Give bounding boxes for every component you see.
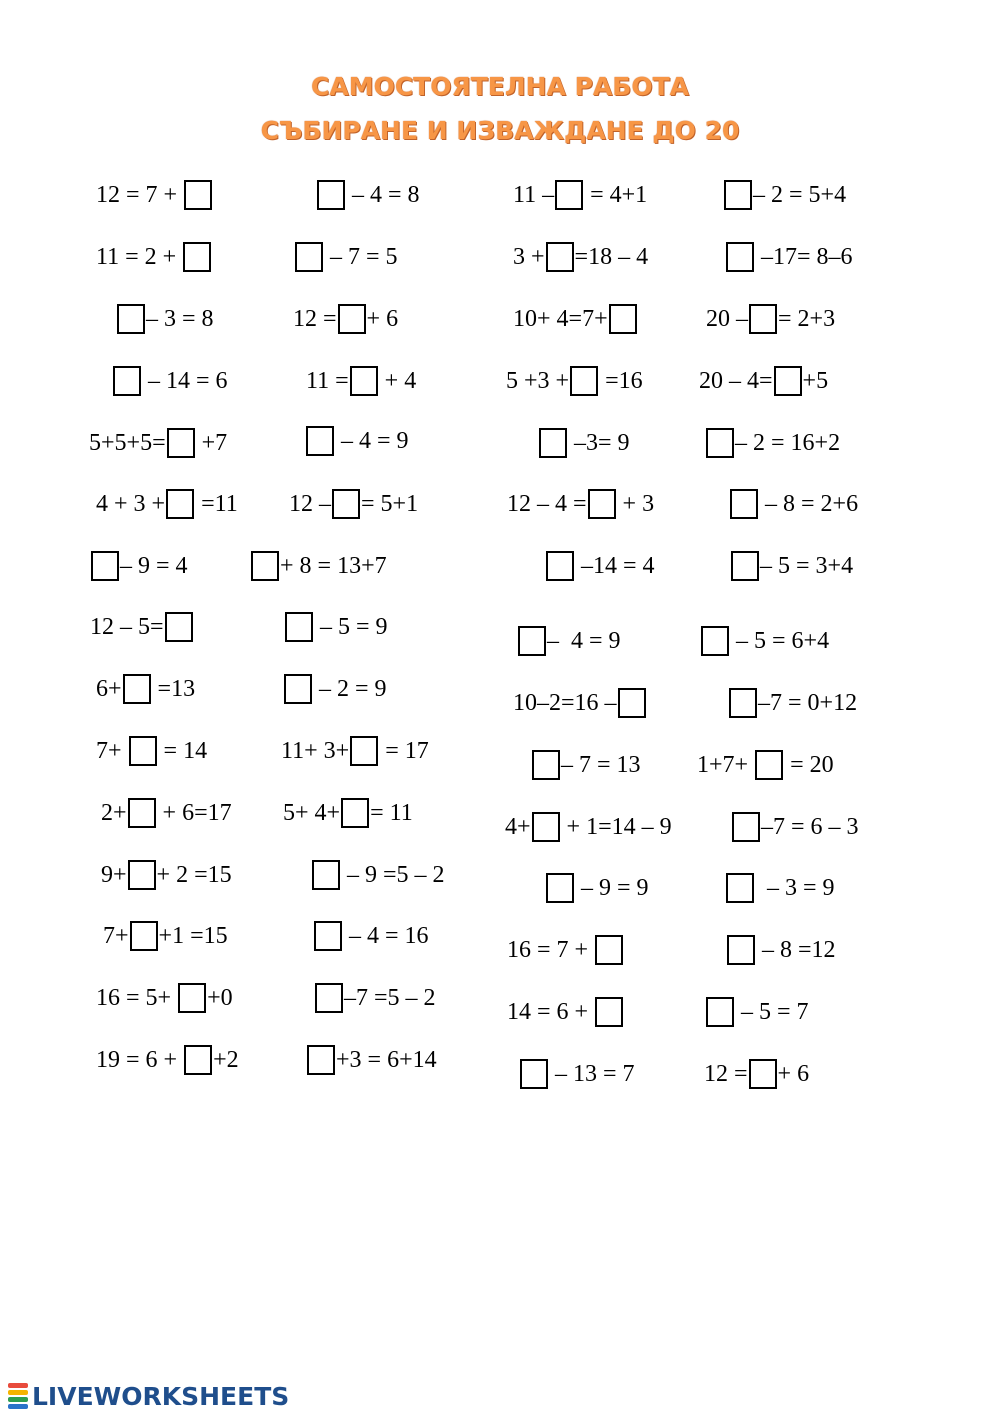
answer-box[interactable]	[755, 750, 783, 780]
answer-box[interactable]	[724, 180, 752, 210]
equation-text: 12 – 5=	[90, 614, 164, 640]
equation-c3r9	[513, 688, 647, 718]
equation-text: = 14	[157, 738, 208, 764]
equation-text: 20 –	[706, 306, 748, 332]
equation-c4r1	[723, 180, 846, 210]
equation-c4r3	[706, 304, 835, 334]
answer-box[interactable]	[285, 612, 313, 642]
equation-text: + 2 =15	[156, 862, 232, 888]
answer-box[interactable]	[307, 1045, 335, 1075]
equation-c4r5	[705, 428, 840, 458]
answer-box[interactable]	[130, 921, 158, 951]
equation-c2r13	[313, 921, 429, 951]
equation-text: – 4 = 16	[343, 923, 429, 949]
answer-box[interactable]	[518, 626, 546, 656]
answer-box[interactable]	[91, 551, 119, 581]
equation-c1r8	[90, 612, 194, 642]
answer-box[interactable]	[701, 626, 729, 656]
equation-c4r8	[700, 626, 829, 656]
equation-c2r6	[289, 489, 418, 519]
equation-text: =13	[151, 676, 196, 702]
answer-box[interactable]	[539, 428, 567, 458]
equation-text: – 3 = 8	[146, 306, 214, 332]
answer-box[interactable]	[166, 489, 194, 519]
equation-text: – 2 = 5+4	[753, 182, 847, 208]
equation-text: – 7 = 13	[561, 752, 641, 778]
equation-text: +0	[207, 985, 233, 1011]
equation-c4r12	[725, 873, 835, 903]
equation-c3r14	[507, 997, 624, 1027]
equation-c2r10	[281, 736, 429, 766]
answer-box[interactable]	[128, 798, 156, 828]
answer-box[interactable]	[284, 674, 312, 704]
equation-text: – 13 = 7	[549, 1061, 635, 1087]
answer-box[interactable]	[178, 983, 206, 1013]
answer-box[interactable]	[128, 860, 156, 890]
equation-text: = 5+1	[361, 491, 419, 517]
equation-c1r3	[116, 304, 214, 334]
equation-text: + 6	[777, 1061, 810, 1087]
equation-c4r6	[729, 489, 858, 519]
answer-box[interactable]	[595, 997, 623, 1027]
equation-text: –14 = 4	[575, 553, 655, 579]
equation-c4r13	[726, 935, 836, 965]
equation-c1r15	[96, 1045, 239, 1075]
equation-c2r2	[294, 242, 398, 272]
equation-c3r2	[513, 242, 648, 272]
answer-box[interactable]	[749, 1059, 777, 1089]
equation-c4r9	[728, 688, 857, 718]
equation-c1r13	[103, 921, 228, 951]
equation-text: – 7 = 5	[324, 244, 398, 270]
answer-box[interactable]	[295, 242, 323, 272]
answer-box[interactable]	[350, 366, 378, 396]
equation-c2r3	[293, 304, 398, 334]
equation-c1r9	[96, 674, 195, 704]
equation-text: 3 +	[513, 244, 545, 270]
equation-text: – 9 = 4	[120, 553, 188, 579]
equation-text: 10–2=16 –	[513, 690, 617, 716]
answer-box[interactable]	[546, 242, 574, 272]
equation-text: +2	[213, 1047, 239, 1073]
equation-text: –7 =5 – 2	[344, 985, 436, 1011]
equation-c3r10	[531, 750, 641, 780]
answer-box[interactable]	[312, 860, 340, 890]
equation-text: 11 =	[306, 368, 349, 394]
answer-box[interactable]	[727, 935, 755, 965]
equation-text: 16 = 7 +	[507, 937, 595, 963]
logo-stripe	[8, 1383, 28, 1388]
answer-box[interactable]	[532, 750, 560, 780]
equation-c3r8	[517, 626, 621, 656]
equation-text: 5+5+5=	[89, 430, 166, 456]
answer-box[interactable]	[341, 798, 369, 828]
equation-c1r1	[96, 180, 213, 210]
equation-c3r6	[507, 489, 654, 519]
equation-c2r7	[250, 551, 387, 581]
equation-c3r15	[519, 1059, 635, 1089]
answer-box[interactable]	[774, 366, 802, 396]
logo-mark-icon	[8, 1383, 28, 1409]
answer-box[interactable]	[317, 180, 345, 210]
equation-text: – 9 =5 – 2	[341, 862, 445, 888]
equation-text: =16	[599, 368, 643, 394]
equation-c1r7	[90, 551, 188, 581]
logo-stripe	[8, 1397, 28, 1402]
answer-box[interactable]	[546, 551, 574, 581]
equation-c2r5	[305, 426, 409, 456]
equation-text: –7 = 6 – 3	[761, 814, 859, 840]
equation-text: 19 = 6 +	[96, 1047, 184, 1073]
answer-box[interactable]	[731, 551, 759, 581]
equation-c4r4	[699, 366, 828, 396]
equation-c2r1	[316, 180, 420, 210]
equation-c3r1	[513, 180, 647, 210]
equation-c3r4	[506, 366, 643, 396]
answer-box[interactable]	[314, 921, 342, 951]
equation-text: 7+	[103, 923, 129, 949]
answer-box[interactable]	[306, 426, 334, 456]
equation-text: 5+ 4+	[283, 800, 341, 826]
equation-text: + 4	[378, 368, 417, 394]
equation-c1r2	[96, 242, 212, 272]
equation-text: 7+	[96, 738, 128, 764]
equation-text: – 5 = 6+4	[730, 628, 830, 654]
answer-box[interactable]	[113, 366, 141, 396]
equation-c3r13	[507, 935, 624, 965]
equation-text: – 2 = 16+2	[735, 430, 841, 456]
equation-text: 1+7+	[697, 752, 755, 778]
equation-text: 6+	[96, 676, 122, 702]
equation-c4r15	[704, 1059, 809, 1089]
equation-text: – 4 = 8	[346, 182, 420, 208]
answer-box[interactable]	[726, 242, 754, 272]
equation-c2r9	[283, 674, 387, 704]
equation-text: +1 =15	[158, 923, 228, 949]
equation-c2r14	[314, 983, 436, 1013]
equation-c1r14	[96, 983, 233, 1013]
equation-c1r6	[96, 489, 238, 519]
logo-stripe	[8, 1390, 28, 1395]
equation-c2r15	[306, 1045, 437, 1075]
equation-text: 12 = 7 +	[96, 182, 184, 208]
equation-text: – 4 = 9	[547, 628, 621, 654]
answer-box[interactable]	[749, 304, 777, 334]
answer-box[interactable]	[251, 551, 279, 581]
equation-text: = 2+3	[778, 306, 836, 332]
equation-c3r3	[513, 304, 638, 334]
equation-c2r11	[283, 798, 413, 828]
equation-c1r12	[101, 860, 232, 890]
equation-text: + 6	[366, 306, 399, 332]
answer-box[interactable]	[706, 997, 734, 1027]
equation-c4r14	[705, 997, 809, 1027]
equation-c4r7	[730, 551, 853, 581]
equation-text: 12 –	[289, 491, 331, 517]
equation-text: 10+ 4=7+	[513, 306, 608, 332]
equation-text: – 2 = 9	[313, 676, 387, 702]
equation-c2r4	[306, 366, 416, 396]
answer-box[interactable]	[732, 812, 760, 842]
answer-box[interactable]	[555, 180, 583, 210]
answer-box[interactable]	[729, 688, 757, 718]
equation-c3r7	[545, 551, 655, 581]
equation-text: = 11	[370, 800, 413, 826]
answer-box[interactable]	[588, 489, 616, 519]
worksheet-subtitle: СЪБИРАНЕ И ИЗВАЖДАНЕ ДО 20	[260, 116, 740, 145]
answer-box[interactable]	[183, 242, 211, 272]
answer-box[interactable]	[167, 428, 195, 458]
equation-c4r11	[731, 812, 859, 842]
equation-text: – 5 = 3+4	[760, 553, 854, 579]
equation-c3r11	[505, 812, 672, 842]
answer-box[interactable]	[595, 935, 623, 965]
equation-text: 2+	[101, 800, 127, 826]
answer-box[interactable]	[546, 873, 574, 903]
equation-c4r10	[697, 750, 834, 780]
equation-text: 12 =	[704, 1061, 748, 1087]
equation-text: = 20	[784, 752, 834, 778]
equation-c3r12	[545, 873, 649, 903]
logo-stripe	[8, 1404, 28, 1409]
equation-text: –17= 8–6	[755, 244, 853, 270]
answer-box[interactable]	[520, 1059, 548, 1089]
answer-box[interactable]	[184, 180, 212, 210]
answer-box[interactable]	[332, 489, 360, 519]
equation-text: 4+	[505, 814, 531, 840]
equation-c1r4	[112, 366, 228, 396]
equation-text: = 17	[379, 738, 429, 764]
equation-text: +5	[802, 368, 829, 394]
equation-text: 20 – 4=	[699, 368, 773, 394]
answer-box[interactable]	[532, 812, 560, 842]
answer-box[interactable]	[706, 428, 734, 458]
answer-box[interactable]	[165, 612, 193, 642]
equation-text: – 3 = 9	[755, 875, 835, 901]
equation-text: – 5 = 7	[735, 999, 809, 1025]
equation-text: – 4 = 9	[335, 428, 409, 454]
equation-text: – 8 = 2+6	[759, 491, 859, 517]
answer-box[interactable]	[570, 366, 598, 396]
answer-box[interactable]	[129, 736, 157, 766]
equation-text: 12 – 4 =	[507, 491, 587, 517]
equation-text: =11	[195, 491, 238, 517]
equation-text: + 6=17	[156, 800, 232, 826]
equation-text: – 8 =12	[756, 937, 836, 963]
answer-box[interactable]	[609, 304, 637, 334]
equation-text: 14 = 6 +	[507, 999, 595, 1025]
equation-text: 11+ 3+	[281, 738, 350, 764]
equation-text: –3= 9	[568, 430, 630, 456]
equation-text: 9+	[101, 862, 127, 888]
equation-text: –7 = 0+12	[758, 690, 858, 716]
equation-text: +7	[195, 430, 228, 456]
equation-text: 16 = 5+	[96, 985, 178, 1011]
equation-c2r12	[311, 860, 445, 890]
equation-text: – 5 = 9	[314, 614, 388, 640]
logo-text: LIVEWORKSHEETS	[32, 1381, 290, 1411]
answer-box[interactable]	[618, 688, 646, 718]
answer-box[interactable]	[123, 674, 151, 704]
answer-box[interactable]	[315, 983, 343, 1013]
equation-text: 4 + 3 +	[96, 491, 166, 517]
equation-text: – 9 = 9	[575, 875, 649, 901]
equation-c4r2	[725, 242, 853, 272]
equation-c1r11	[101, 798, 232, 828]
equation-c1r10	[96, 736, 207, 766]
equation-text: + 8 = 13+7	[280, 553, 387, 579]
answer-box[interactable]	[726, 873, 754, 903]
answer-box[interactable]	[117, 304, 145, 334]
equation-text: = 4+1	[584, 182, 648, 208]
answer-box[interactable]	[730, 489, 758, 519]
equation-text: + 3	[616, 491, 655, 517]
equation-c3r5	[538, 428, 630, 458]
equation-text: 12 =	[293, 306, 337, 332]
equation-text: 5 +3 +	[506, 368, 570, 394]
answer-box[interactable]	[184, 1045, 212, 1075]
answer-box[interactable]	[338, 304, 366, 334]
equation-c1r5	[89, 428, 227, 458]
equation-text: =18 – 4	[574, 244, 649, 270]
equation-text: 11 –	[513, 182, 555, 208]
equation-text: 11 = 2 +	[96, 244, 183, 270]
answer-box[interactable]	[350, 736, 378, 766]
equation-c2r8	[284, 612, 388, 642]
equation-text: + 1=14 – 9	[560, 814, 672, 840]
equation-text: +3 = 6+14	[336, 1047, 437, 1073]
equation-text: – 14 = 6	[142, 368, 228, 394]
liveworksheets-logo	[8, 1380, 289, 1412]
worksheet-title: САМОСТОЯТЕЛНА РАБОТА	[311, 72, 689, 101]
